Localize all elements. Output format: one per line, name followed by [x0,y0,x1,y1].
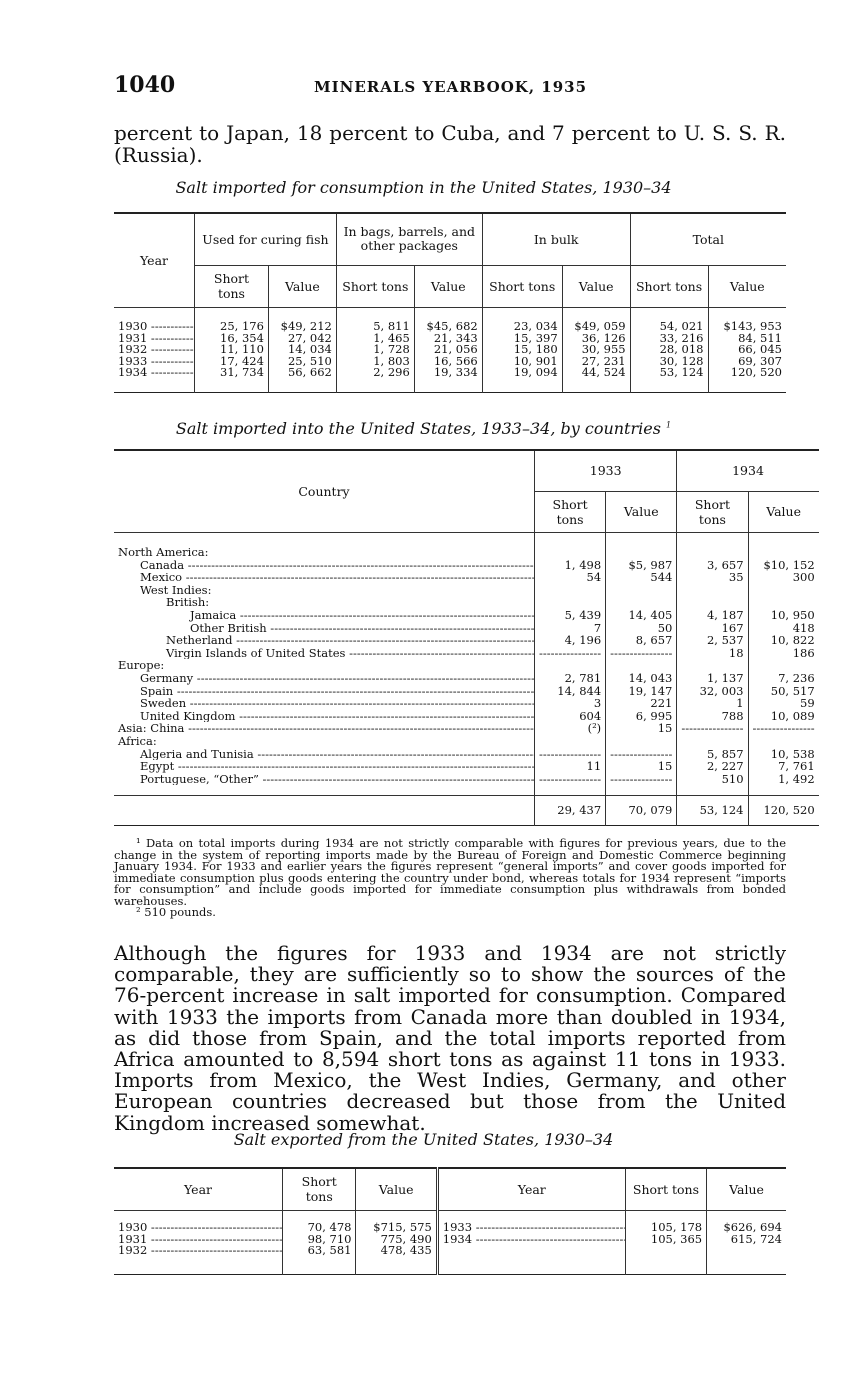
value-cell: 418 [792,620,815,635]
year-cell: 1933 ----- [437,1222,625,1234]
table3-caption: Salt exported from the United States, 1930–34 [233,1130,614,1149]
value-cell: $5, 987 [606,559,677,572]
value-cell: $143, 953 [723,319,782,333]
short-tons-cell: 25, 176 [195,321,269,333]
country-cell [114,697,535,710]
short-tons-cell: 2, 537 [677,634,748,647]
year-1933-header: 1933 [535,450,677,491]
country-cell [114,546,535,559]
spacer-cell [535,532,606,546]
short-tons-cell: 35 [677,571,748,584]
country-name: Spain [140,684,174,698]
table1-caption: Salt imported for consumption in the United States, 1930–34 [175,178,672,197]
country-name: Jamaica [190,608,237,622]
short-tons-cell: 2, 227 [677,760,748,773]
value-cell: $45, 682 [414,321,482,333]
year-header: Year [114,213,195,307]
spacer-cell [630,379,708,393]
short-tons-cell: 11 [535,760,606,773]
table-row [114,1234,786,1246]
value-header: Value [729,1181,764,1197]
country-header: Country [114,450,535,532]
value-cell: 478, 435 [356,1245,437,1257]
value-cell: 25, 510 [268,356,336,368]
short-tons-cell: 3 [535,697,606,710]
year-cell: 1931 ----- [114,1234,283,1246]
short-tons-cell: 4, 187 [677,609,748,622]
short-tons-cell [535,584,606,597]
spacer-cell [414,379,482,393]
group-header: Used for curing fish [195,213,337,265]
value-cell: 775, 490 [356,1234,437,1246]
country-name: Netherland [166,634,233,647]
country-name: Virgin Islands of United States [166,646,346,660]
value-cell [606,546,677,559]
country-name: British: [166,595,210,610]
value-header: Value [729,278,765,294]
country-name: Portuguese, “Other” [140,772,259,786]
value-cell: 50 [606,622,677,635]
short-tons-cell: 5, 811 [336,321,414,333]
country-cell [114,672,535,685]
spacer-cell [356,1257,437,1275]
country-cell [114,735,535,748]
year-1934-header: 1934 [677,450,819,491]
value-cell: 14, 043 [606,672,677,685]
spacer-cell [708,379,786,393]
total-value: 70, 079 [606,795,677,825]
table-row [114,773,819,786]
spacer-cell [283,1257,356,1275]
short-tons-header: Short tons [625,1168,706,1210]
short-tons-cell: 63, 581 [283,1245,356,1257]
short-tons-header: Short tons [535,491,606,532]
total-value: 120, 520 [763,803,815,818]
table-row [114,685,819,698]
total-short-tons: 53, 124 [677,795,748,825]
footnote-2: ² 510 pounds. [136,905,216,919]
country-cell [114,710,535,723]
short-tons-cell: 15, 180 [482,344,562,356]
empty-cell [707,1245,786,1257]
group-header: In bags, barrels, and other packages [336,213,482,265]
spacer-cell [114,1210,283,1222]
short-tons-cell: 5, 439 [535,609,606,622]
short-tons-header: Short tons [482,265,562,307]
short-tons-cell: 32, 003 [677,685,748,698]
value-cell: 19, 147 [606,685,677,698]
country-name: Africa: [118,733,157,748]
short-tons-cell: 1, 498 [535,559,606,572]
short-tons-header: Short tons [336,265,414,307]
country-cell [114,722,535,735]
spacer-cell [114,379,195,393]
country-name: Algeria and Tunisia [140,747,254,761]
value-cell: 21, 056 [414,344,482,356]
table-row [114,672,819,685]
table-row [114,546,819,559]
value-cell: 10, 089 [770,708,815,723]
running-title: MINERALS YEARBOOK, 1935 [314,78,588,96]
value-cell: $49, 212 [268,321,336,333]
spacer-cell [336,379,414,393]
spacer-cell [562,379,630,393]
short-tons-cell: 54 [535,571,606,584]
value-cell: 300 [792,570,815,585]
country-cell [114,773,535,786]
group-header: Total [630,213,786,265]
spacer-cell [707,1257,786,1275]
table2-caption [0,419,847,438]
country-name: West Indies: [140,582,212,597]
value-cell: 15 [606,722,677,735]
spacer-cell [625,1257,706,1275]
value-cell: 10, 538 [770,746,815,761]
country-cell [114,559,535,572]
spacer-cell [195,379,269,393]
country-cell [114,647,535,660]
value-cell: 544 [606,571,677,584]
value-header: Value [356,1168,437,1210]
spacer-cell [606,785,677,795]
value-cell: 221 [606,697,677,710]
short-tons-cell: 11, 110 [195,344,269,356]
value-cell: 84, 511 [738,330,782,345]
table-exports [114,1167,786,1275]
value-cell: 15 [606,760,677,773]
spacer-cell [114,1257,283,1275]
value-cell: 615, 724 [730,1231,782,1246]
short-tons-cell: 33, 216 [630,333,708,345]
country-cell [114,609,535,622]
short-tons-header: Short tons [283,1168,356,1210]
page-number: 1040 [114,72,176,98]
short-tons-cell: 10, 901 [482,356,562,368]
spacer-cell [677,785,748,795]
value-cell: 66, 045 [738,342,782,356]
short-tons-cell: 105, 365 [625,1234,706,1246]
value-cell: ---------------- [606,748,677,761]
value-header: Value [766,504,801,519]
country-cell [114,685,535,698]
country-cell [114,634,535,647]
totals-row [114,795,819,825]
short-tons-cell: 1 [677,697,748,710]
short-tons-cell: 3, 657 [677,559,748,572]
short-tons-cell: 15, 397 [482,333,562,345]
spacer-cell [482,379,562,393]
value-cell: 120, 520 [730,365,782,379]
country-cell [114,748,535,761]
year-cell: 1933 ----- [114,356,195,368]
footnote-marker: 1 [666,420,672,430]
spacer-cell [437,1257,625,1275]
country-name: Europe: [118,658,165,673]
year-cell: 1930 ----- [114,321,195,333]
short-tons-cell: 1, 728 [336,344,414,356]
value-cell: 1, 492 [778,771,815,786]
spacer-cell [114,307,195,321]
spacer-cell [114,785,535,795]
country-name: Sweden [140,697,187,710]
short-tons-cell: 7 [535,622,606,635]
value-cell: 30, 955 [562,344,630,356]
body-paragraph: Although the figures for 1933 and 1934 are not strictly comparable, they are sufficiently so to show the sources of the 76-percent increase in salt imported for consumption. Compared with 1933 the imports from Canada more than doubled in 1934, as did those from Spain, and the total imports reported from Africa amounted to 8,594 short tons as against 11 tons in 1933. Imports from Mexico, the West Indies, Germany, and other European countries decreased but those from the United Kingdom increased somewhat. [114,941,786,1135]
short-tons-cell: 31, 734 [195,367,269,379]
year-header: Year [437,1168,625,1210]
group-header: In bulk [482,213,630,265]
spacer-cell [535,785,606,795]
year-header: Year [114,1168,283,1210]
short-tons-cell: 19, 094 [482,367,562,379]
short-tons-cell: 788 [677,710,748,723]
value-cell: 36, 126 [562,333,630,345]
value-cell: 10, 950 [770,607,815,622]
short-tons-cell: 1, 137 [677,672,748,685]
year-cell: 1934 ----- [114,367,195,379]
value-header: Value [268,265,336,307]
short-tons-cell [535,735,606,748]
value-cell: 8, 657 [606,634,677,647]
table-imports-by-country [114,449,819,826]
short-tons-cell: 105, 178 [625,1222,706,1234]
short-tons-cell [677,735,748,748]
spacer-cell [748,785,819,795]
short-tons-cell: 1, 803 [336,356,414,368]
empty-cell [437,1245,625,1257]
short-tons-cell: 510 [677,773,748,786]
short-tons-cell: 28, 018 [630,344,708,356]
footnote-1: ¹ Data on total imports during 1934 are not strictly comparable with figures for previous years, due to the change in the system of reporting imports made by the Bureau of Foreign and Domestic Commerce beginning January 1934. For 1933 and earlier years the figures represent “general imports” and cover goods imported for immediate consumption plus goods entering the country under bond, whereas totals for 1934 represent “imports for consumption” and include goods imported for immediate consumption plus withdrawals from bonded warehouses. [114,836,786,908]
spacer-cell [748,532,819,546]
value-cell: 16, 566 [414,356,482,368]
short-tons-cell: 167 [677,622,748,635]
table-row [114,697,819,710]
short-tons-cell: ---------------- [535,647,606,660]
year-cell: 1932 ----- [114,344,195,356]
country-name: Mexico [140,571,183,584]
short-tons-header: Short tons [195,265,269,307]
table-row [114,722,819,735]
country-cell [114,622,535,635]
value-cell [748,735,819,748]
value-header: Value [414,265,482,307]
value-cell [606,584,677,597]
value-cell: 21, 343 [414,333,482,345]
value-cell: $10, 152 [763,557,815,572]
short-tons-cell: 2, 781 [535,672,606,685]
value-cell: 14, 034 [268,344,336,356]
country-name: Germany [140,671,194,685]
short-tons-cell [677,546,748,559]
value-cell: 14, 405 [606,609,677,622]
value-cell: 6, 995 [606,710,677,723]
country-cell [114,760,535,773]
country-cell [114,596,535,609]
country-name: Other British [190,621,267,635]
spacer-cell [268,379,336,393]
table-row [114,1245,786,1257]
page-header [114,72,786,102]
short-tons-cell: 54, 021 [630,321,708,333]
value-cell: $626, 694 [723,1220,782,1234]
empty-cell [625,1245,706,1257]
short-tons-cell [677,584,748,597]
short-tons-cell: (²) [535,722,606,735]
value-cell: ---------------- [606,773,677,786]
country-name: Canada [140,558,185,572]
table-row [114,710,819,723]
value-cell: ---------------- [752,722,815,735]
short-tons-cell [535,546,606,559]
short-tons-cell: 23, 034 [482,321,562,333]
value-cell: 10, 822 [770,633,815,648]
value-cell: $715, 575 [356,1222,437,1234]
spacer-cell [677,532,748,546]
lead-text: percent to Japan, 18 percent to Cuba, and 7 percent to U. S. S. R. (Russia). [114,121,786,167]
table-row [114,367,786,379]
year-cell: 1932 ----- [114,1245,283,1257]
country-cell [114,659,535,672]
value-cell [748,546,819,559]
short-tons-cell: ---------------- [677,722,748,735]
year-cell: 1931 ----- [114,333,195,345]
table-row [114,571,819,584]
table-imports-consumption [114,212,786,393]
short-tons-cell: 14, 844 [535,685,606,698]
short-tons-cell: 2, 296 [336,367,414,379]
short-tons-cell: ---------------- [535,773,606,786]
table-row [114,647,819,660]
year-cell: 1930 ----- [114,1222,283,1234]
value-cell: 69, 307 [738,353,782,368]
value-cell [606,735,677,748]
short-tons-header: Short tons [677,491,748,532]
short-tons-cell: 17, 424 [195,356,269,368]
totals-label-cell [114,795,535,825]
short-tons-cell: 604 [535,710,606,723]
country-name: United Kingdom [140,709,236,723]
table-row [114,634,819,647]
value-header: Value [562,265,630,307]
value-cell: 27, 231 [562,356,630,368]
value-cell: 7, 236 [778,670,815,685]
value-cell: ---------------- [606,647,677,660]
value-cell: 27, 042 [268,333,336,345]
value-cell: $49, 059 [562,321,630,333]
country-name: Egypt [140,760,175,773]
table-row [114,584,819,597]
short-tons-cell: ---------------- [535,748,606,761]
short-tons-cell: 30, 128 [630,356,708,368]
table-row [114,735,819,748]
value-cell [748,584,819,597]
short-tons-cell: 1, 465 [336,333,414,345]
short-tons-cell: 98, 710 [283,1234,356,1246]
value-cell: 44, 524 [562,367,630,379]
table2-caption-text: Salt imported into the United States, 1933–34, by countries [175,419,661,438]
short-tons-cell: 4, 196 [535,634,606,647]
value-cell: 7, 761 [778,759,815,774]
table-row [114,760,819,773]
value-cell: 56, 662 [268,367,336,379]
country-name: North America: [118,545,209,559]
value-cell: 19, 334 [414,367,482,379]
year-cell: 1934 ----- [437,1234,625,1246]
value-header: Value [606,491,677,532]
value-cell: 50, 517 [770,683,815,698]
country-name: Asia: China [118,722,185,735]
spacer-cell [114,532,535,546]
value-cell: 59 [800,696,815,711]
short-tons-cell: 18 [677,647,748,660]
total-short-tons: 29, 437 [535,795,606,825]
footnotes [114,838,786,919]
value-cell: 186 [792,645,815,660]
short-tons-cell: 70, 478 [283,1222,356,1234]
spacer-cell [606,532,677,546]
short-tons-cell: 16, 354 [195,333,269,345]
short-tons-header: Short tons [630,265,708,307]
short-tons-cell: 53, 124 [630,367,708,379]
spacer-cell [437,1210,625,1222]
table-row [114,609,819,622]
table-row [114,559,819,572]
short-tons-cell: 5, 857 [677,748,748,761]
